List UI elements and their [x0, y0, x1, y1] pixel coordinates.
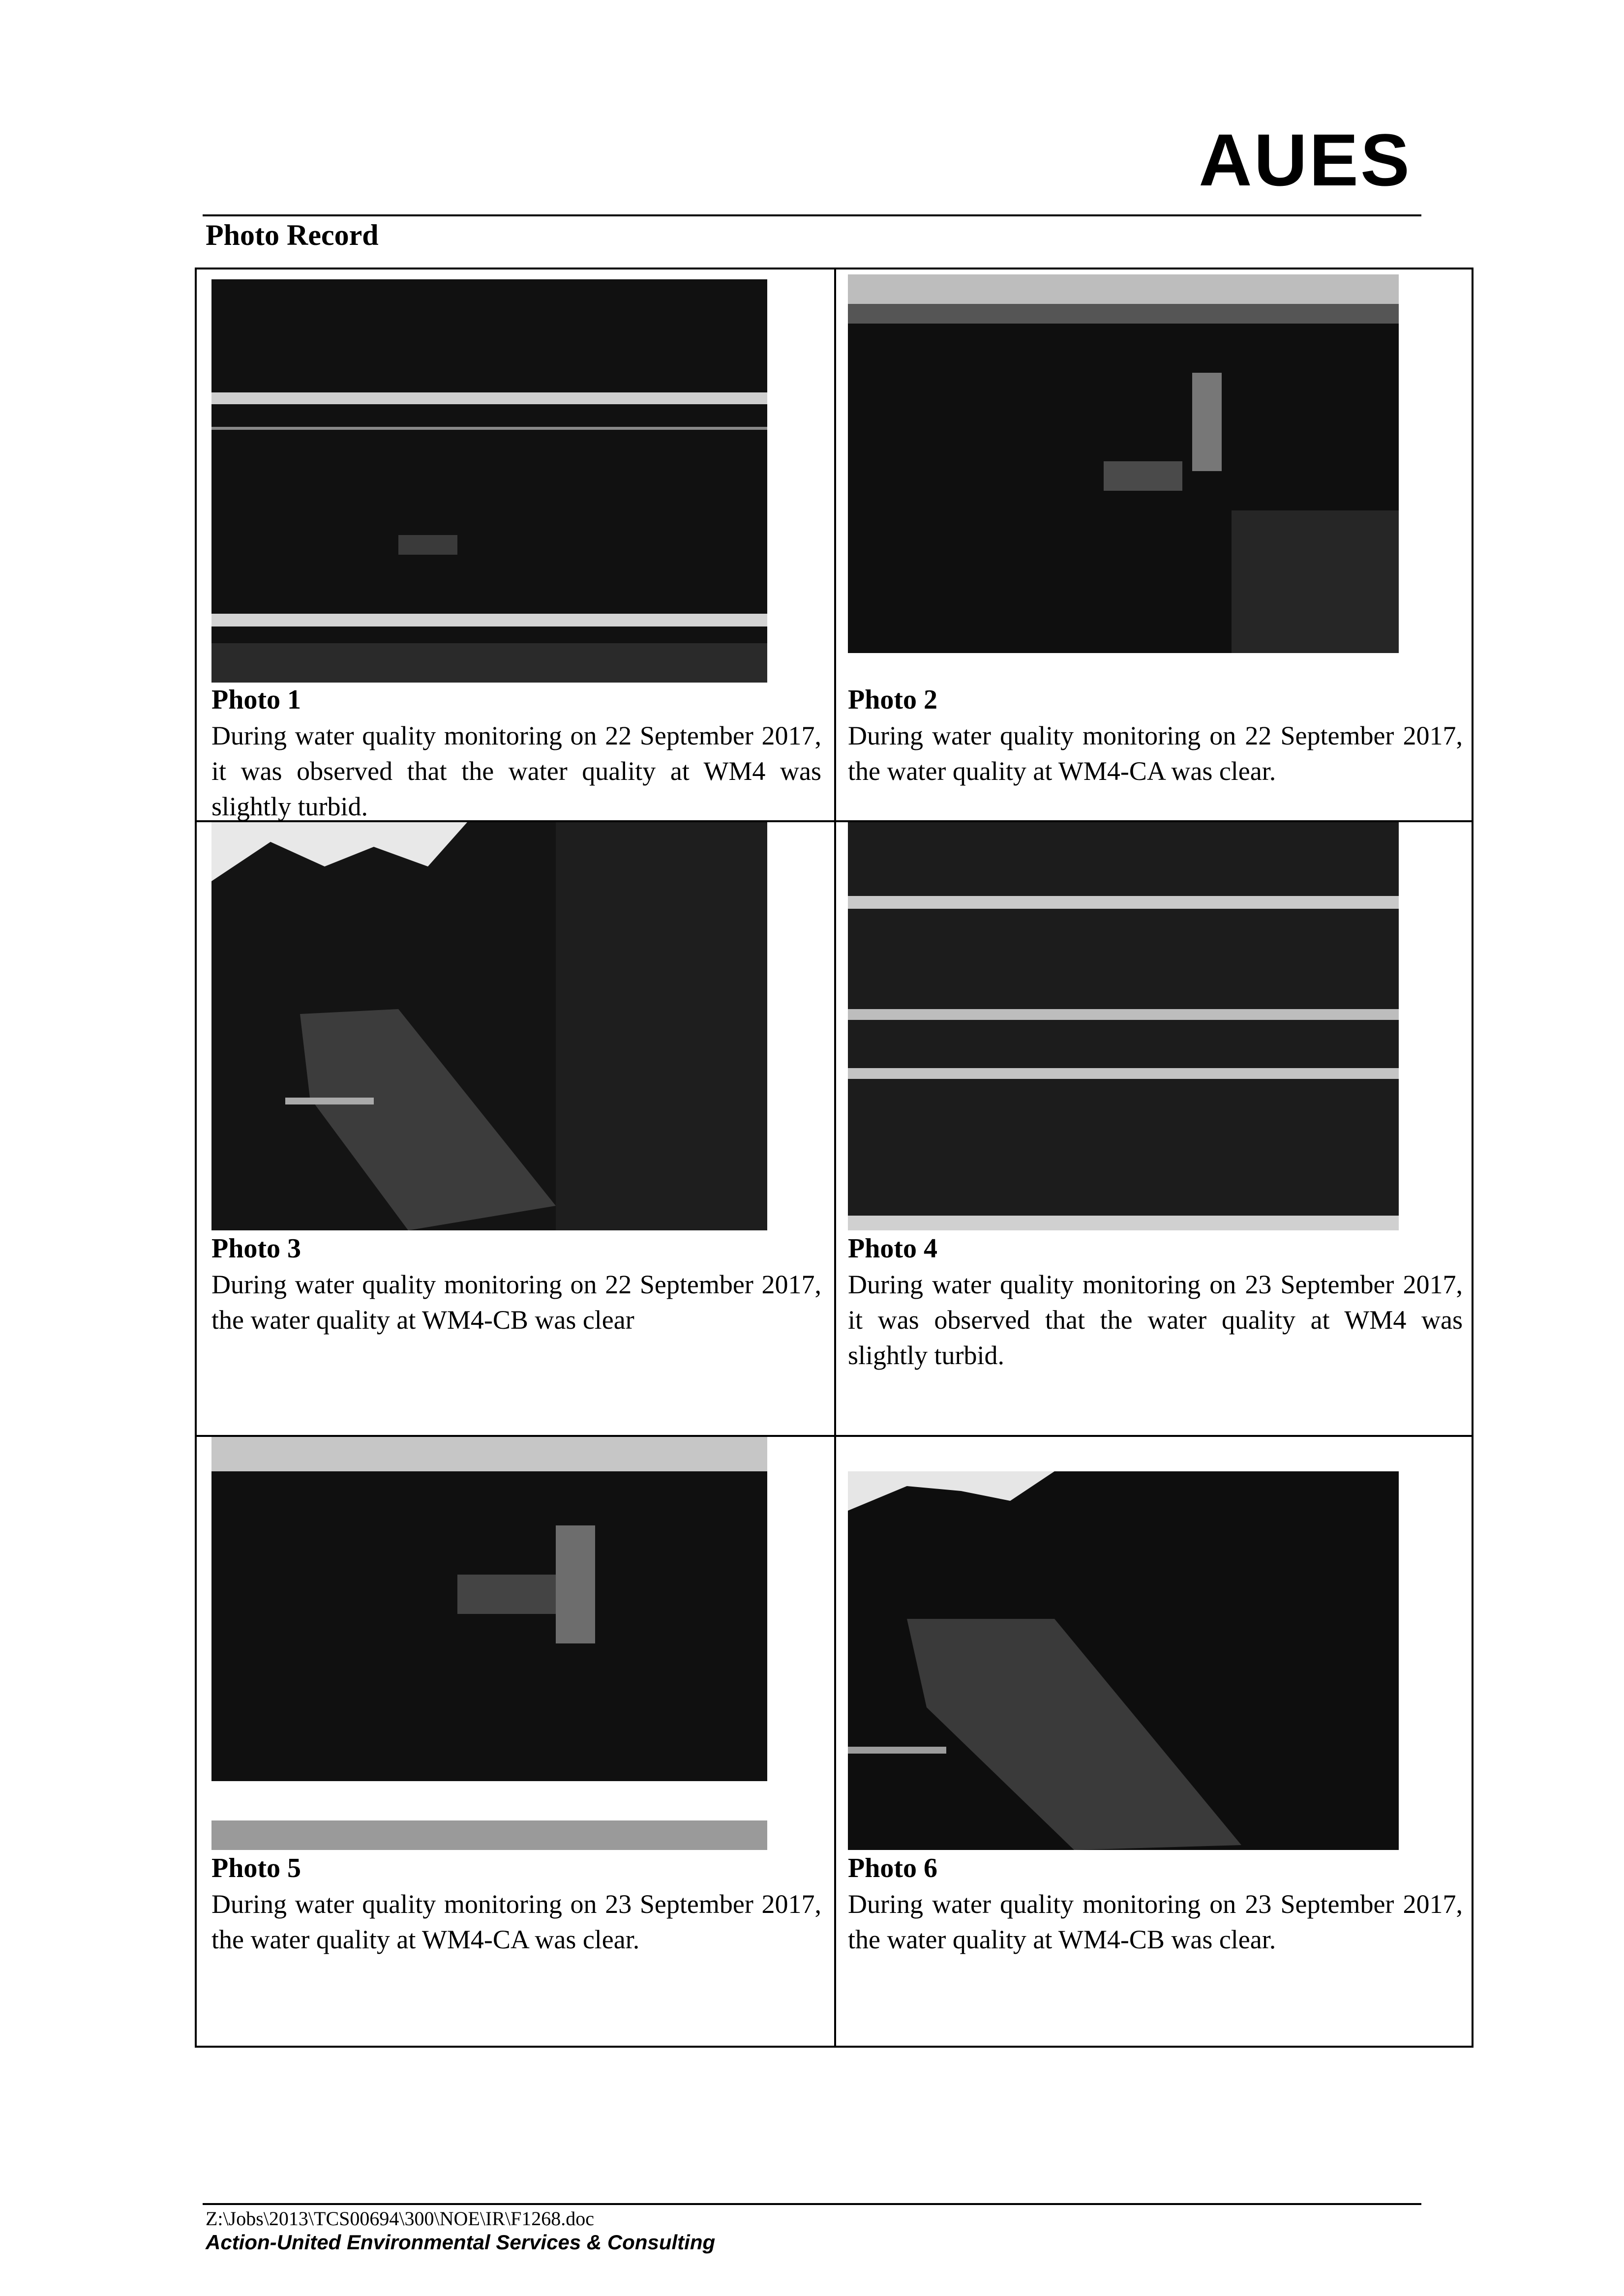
photo-image-1 — [211, 279, 767, 683]
photo-image-4 — [848, 822, 1399, 1230]
photo-caption-6: During water quality monitoring on 23 September 2017, the water quality at WM4-CB was clear. — [848, 1889, 1463, 1954]
photo-caption-3: During water quality monitoring on 22 September 2017, the water quality at WM4-CB was clear — [211, 1270, 821, 1335]
footer-rule — [203, 2203, 1421, 2205]
photo-title-4: Photo 4 — [848, 1233, 937, 1264]
page-title: Photo Record — [206, 219, 379, 251]
photo-caption-2: During water quality monitoring on 22 September 2017, the water quality at WM4-CA was clear. — [848, 721, 1463, 786]
photo-cell-6 — [836, 1437, 1474, 2048]
photo-image-3 — [211, 822, 767, 1230]
photo-image-2 — [848, 274, 1399, 678]
photo-caption-4: During water quality monitoring on 23 September 2017, it was observed that the water quality at WM4 was slightly turbid. — [848, 1270, 1463, 1370]
footer-file-path: Z:\Jobs\2013\TCS00694\300\NOE\IR\F1268.doc — [206, 2207, 595, 2230]
photo-image-6 — [848, 1471, 1399, 1850]
photo-cell-4 — [836, 822, 1474, 1435]
photo-cell-5 — [197, 1437, 834, 2048]
photo-cell-2 — [836, 269, 1474, 820]
photo-title-6: Photo 6 — [848, 1853, 937, 1883]
header-rule — [203, 214, 1421, 216]
photo-cell-3 — [197, 822, 834, 1435]
photo-caption-1: During water quality monitoring on 22 September 2017, it was observed that the water quality at WM4 was slightly turbid. — [211, 721, 821, 821]
company-logo: AUES — [1199, 119, 1412, 201]
photo-cell-1 — [197, 269, 834, 820]
photo-caption-5: During water quality monitoring on 23 September 2017, the water quality at WM4-CA was clear. — [211, 1889, 821, 1954]
photo-title-1: Photo 1 — [211, 685, 301, 715]
photo-title-2: Photo 2 — [848, 685, 937, 715]
photo-title-5: Photo 5 — [211, 1853, 301, 1883]
footer-company-name: Action-United Environmental Services & Consulting — [206, 2231, 716, 2254]
photo-title-3: Photo 3 — [211, 1233, 301, 1264]
photo-image-5 — [211, 1437, 767, 1850]
photo-table — [195, 268, 1474, 2048]
